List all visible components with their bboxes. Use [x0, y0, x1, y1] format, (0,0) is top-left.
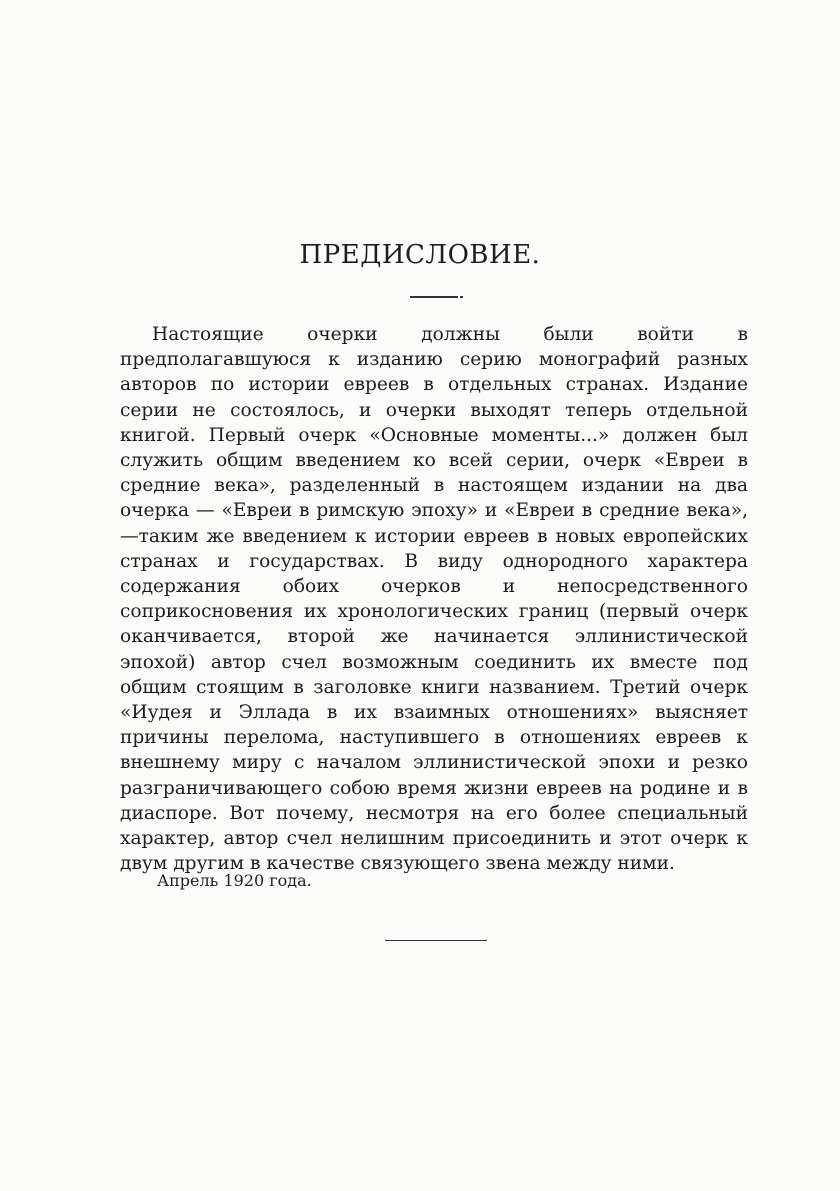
- title-ornament: [410, 296, 458, 298]
- preface-paragraph: Настоящие очерки должны были войти в предполагавшуюся к изданию серию монографий разных авторов по истории евреев в отдельных странах. Издание серии не состоялось, и очерки выходят теперь отдельной книгой. Первый очерк «Основные моменты...» должен был служить общим введением ко всей серии, очерк «Евреи в средние века», разделенный в настоящем издании на два очерка — «Евреи в римскую эпоху» и «Евреи в средние века»,—таким же введением к истории евреев в новых европейских странах и государствах. В виду однородного характера содержания обоих очерков и непосредственного соприкосновения их хронологических границ (первый очерк оканчивается, второй же начинается эллинистической эпохой) автор счел возможным соединить их вместе под общим стоящим в заголовке книги названием. Третий очерк «Иудея и Эллада в их взаимных отношениях» выясняет причины перелома, наступившего в отношениях евреев к внешнему миру с началом эллинистической эпохи и резко разграничивающего собою время жизни евреев на родине и в диаспоре. Вот почему, несмотря на его более специальный характер, автор счел нелишним присоединить и этот очерк к двум другим в качестве связующего звена между ними.: [120, 324, 748, 875]
- page-title: ПРЕДИСЛОВИЕ.: [299, 240, 541, 270]
- preface-date: Апрель 1920 года.: [157, 871, 312, 890]
- closing-rule: [385, 940, 487, 941]
